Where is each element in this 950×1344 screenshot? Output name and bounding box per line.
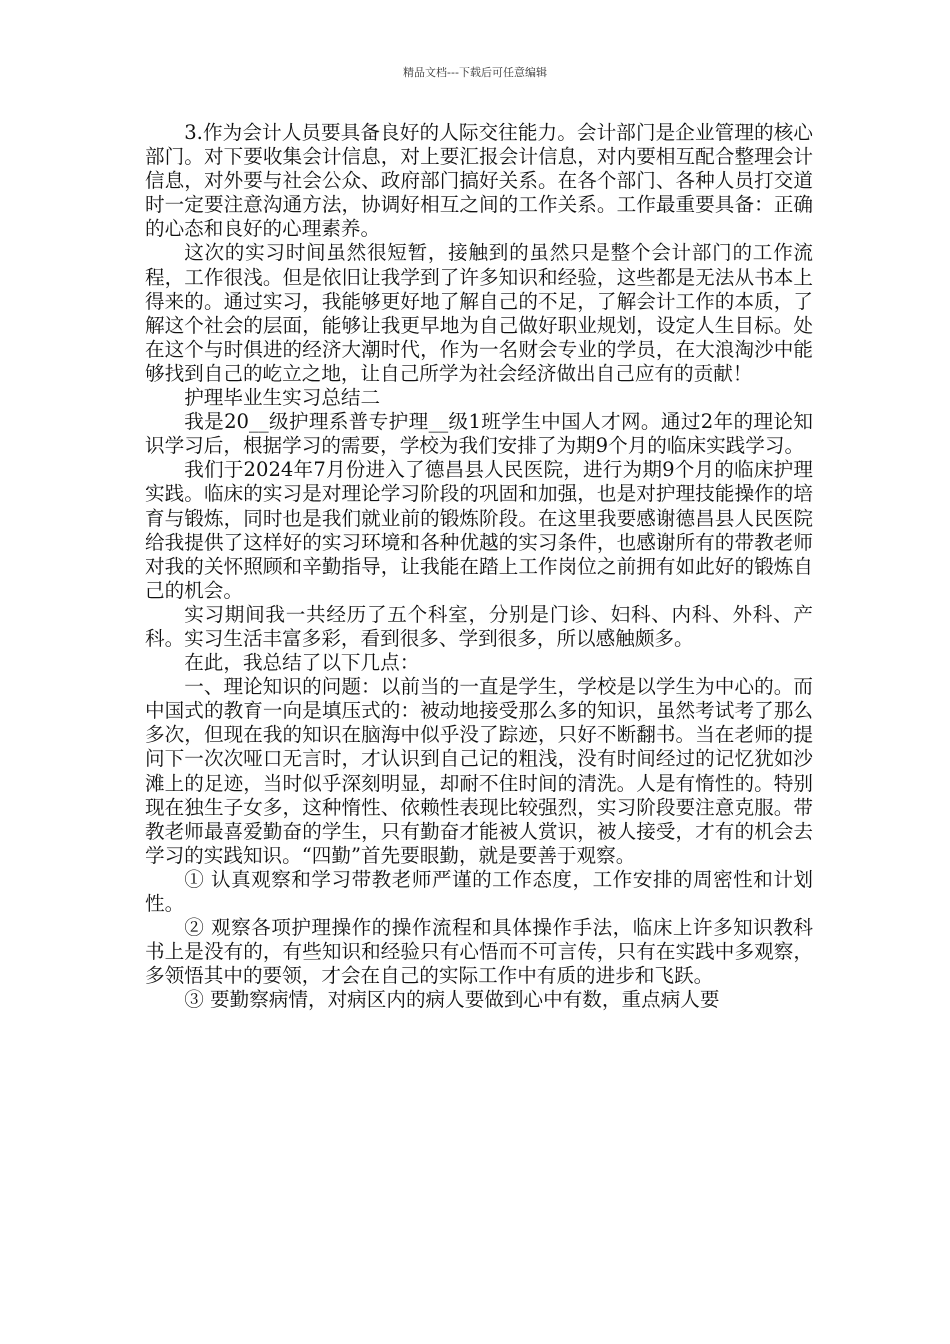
paragraph-intro: 我是20__级护理系普专护理__级1班学生中国人才网。通过2年的理论知识学习后，根据学习的需要，学校为我们安排了为期9个月的临床实践学习。 (145, 410, 813, 458)
paragraph-hospital: 我们于2024年7月份进入了德昌县人民医院，进行为期9个月的临床护理实践。临床的实习是对理论学习阶段的巩固和加强，也是对护理技能操作的培育与锻炼，同时也是我们就业前的锻炼阶段。在这里我要感谢德昌县人民医院给我提供了这样好的实习环境和各种优越的实习条件，也感谢所有的带教老师对我的关怀照顾和辛勤指导，让我能在踏上工作岗位之前拥有如此好的锻炼自己的机会。 (145, 458, 813, 602)
paragraph-departments: 实习期间我一共经历了五个科室，分别是门诊、妇科、内科、外科、产科。实习生活丰富多彩，看到很多、学到很多，所以感触颇多。 (145, 602, 813, 650)
paragraph-summary-lead: 在此，我总结了以下几点： (184, 651, 420, 675)
paragraph-accounting-skills: 3.作为会计人员要具备良好的人际交往能力。会计部门是企业管理的核心部门。对下要收集会计信息，对上要汇报会计信息，对内要相互配合整理会计信息，对外要与社会公众、政府部门搞好关系。在各个部门、各种人员打交道时一定要注意沟通方法，协调好相互之间的工作关系。工作最重要具备：正确的心态和良好的心理素养。 (145, 121, 813, 241)
section-heading: 护理毕业生实习总结二 (184, 386, 381, 410)
paragraph-theory: 一、理论知识的问题：以前当的一直是学生，学校是以学生为中心的。而中国式的教育一向是填压式的：被动地接受那么多的知识，虽然考试考了那么多次，但现在我的知识在脑海中似乎没了踪迹，只好不断翻书。当在老师的提问下一次次哑口无言时，才认识到自己记的粗浅，没有时间经过的记忆犹如沙滩上的足迹，当时似乎深刻明显，却耐不住时间的清洗。人是有惰性的。特别现在独生子女多，这种惰性、依赖性表现比较强烈，实习阶段要注意克服。带教老师最喜爱勤奋的学生，只有勤奋才能被人赏识，被人接受，才有的机会去学习的实践知识。“四勤”首先要眼勤，就是要善于观察。 (145, 675, 813, 867)
list-item-2: ② 观察各项护理操作的操作流程和具体操作手法，临床上许多知识教科书上是没有的，有些知识和经验只有心悟而不可言传，只有在实践中多观察，多领悟其中的要领，才会在自己的实际工作中有质的进步和飞跃。 (145, 916, 813, 988)
page-header: 精品文档---下载后可任意编辑 (403, 66, 547, 79)
list-item-1: ① 认真观察和学习带教老师严谨的工作态度，工作安排的周密性和计划性。 (145, 867, 813, 915)
document-body (145, 121, 813, 1012)
paragraph-internship-reflection: 这次的实习时间虽然很短暂，接触到的虽然只是整个会计部门的工作流程，工作很浅。但是依旧让我学到了许多知识和经验，这些都是无法从书本上得来的。通过实习，我能够更好地了解自己的不足，了解会计工作的本质，了解这个社会的层面，能够让我更早地为自己做好职业规划，设定人生目标。处在这个与时俱进的经济大潮时代，作为一名财会专业的学员，在大浪淘沙中能够找到自己的屹立之地，让自己所学为社会经济做出自己应有的贡献！ (145, 241, 813, 385)
list-item-3: ③ 要勤察病情，对病区内的病人要做到心中有数，重点病人要 (184, 988, 720, 1012)
